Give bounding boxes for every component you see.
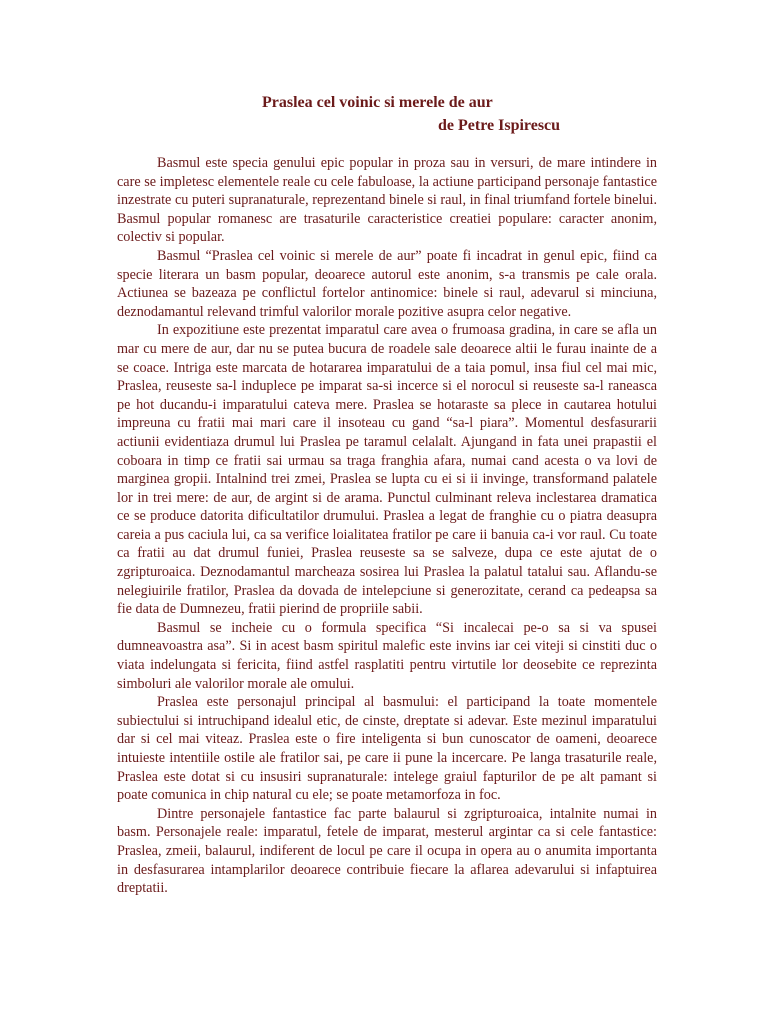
document-author: de Petre Ispirescu <box>438 117 561 134</box>
paragraph-3: In expozitiune este prezentat imparatul care avea o frumoasa gradina, in care se afla un mar cu mere de aur, dar nu se putea bucura de roadele sale deoarece altii le furau inainte de a se coace. Intriga este marcata de hotararea imparatului de a taia pomul, insa fiul cel mai mic, Praslea, reuseste sa-l induplece pe imparat sa-si incerce si el norocul si reuseste sa-l raneasca pe hot ducandu-i imparatului cateva mere. Praslea se hotaraste sa plece in cautarea hotului impreuna cu fratii mai mari care il insoteau cu gand “sa-l piara”. Momentul desfasurarii actiunii evidentiaza drumul lui Praslea pe taramul celalalt. Ajungand in fata unei prapastii el coboara in timp ce fratii sai urmau sa traga franghia afara, numai cand acesta o va lovi de marginea gropii. Intalnind trei zmei, Praslea se lupta cu ei si ii invinge, transformand palatele lor in trei mere: de aur, de argint si de arama. Punctul culminant releva inclestarea dramatica ce se produce datorita dificultatilor drumului. Praslea a legat de franghie cu o piatra deasupra careia a pus caciula lui, ca sa verifice loialitatea fratilor pe care ii banuia ca-i vor raul. Cu toate ca fratii au dat drumul funiei, Praslea reuseste sa se salveze, dupa ce este ajutat de o zgripturoaica. Deznodamantul marcheaza sosirea lui Praslea la palatul tatalui sau. Aflandu-se nelegiuirile fratilor, Praslea da dovada de intelepciune si generozitate, cerand ca pedeapsa sa fie data de Dumnezeu, fratii pierind de propriile sabii. <box>117 322 657 618</box>
paragraph-6: Dintre personajele fantastice fac parte balaurul si zgripturoaica, intalnite numai in basm. Personajele reale: imparatul, fetele de imparat, mesterul argintar ca si cele fantastice: Praslea, zmeii, balaurul, indiferent de locul pe care il ocupa in opera au o anumita importanta in desfasurarea intamplarilor deoarece contribuie fiecare la aflarea adevarului si infaptuirea dreptatii. <box>117 805 657 897</box>
paragraph-2: Basmul “Praslea cel voinic si merele de aur” poate fi incadrat in genul epic, fiind ca specie literara un basm popular, deoarece autorul este anonim, s-a transmis pe cale orala. Actiunea se bazeaza pe conflictul fortelor antinomice: binele si raul, adevarul si minciuna, deznodamantul relevand trimful valorilor morale pozitive asupra celor negative. <box>117 247 657 320</box>
paragraph-5: Praslea este personajul principal al basmului: el participand la toate momentele subiectului si intruchipand idealul etic, de cinste, dreptate si adevar. Este mezinul imparatului dar si cel mai viteaz. Praslea este o fire inteligenta si bun cunoscator de oameni, deoarece intuieste intentiile ostile ale fratilor sai, pe care ii pune la incercare. Pe langa trasaturile reale, Praslea este dotat si cu insusiri supranaturale: intelege graiul fapturilor de pe alt pamant si poate comunica in chip natural cu ele; se poate metamorfoza in foc. <box>117 694 657 804</box>
document-body <box>117 154 657 898</box>
document-title: Praslea cel voinic si merele de aur <box>262 94 493 111</box>
paragraph-1: Basmul este specia genului epic popular in proza sau in versuri, de mare intindere in care se impletesc elementele reale cu cele fabuloase, la actiune participand personaje fantastice inzestrate cu puteri supranaturale, reprezentand binele si raul, in final triumfand fortele binelui. Basmul popular romanesc are trasaturile caracteristice creatiei populare: caracter anonim, colectiv si popular. <box>117 155 657 246</box>
paragraph-4: Basmul se incheie cu o formula specifica “Si incalecai pe-o sa si va spusei dumneavoastra asa”. Si in acest basm spiritul malefic este invins iar cei viteji si cinstiti duc o viata indelungata si fericita, fiind astfel rasplatiti pentru virtutile lor deosebite ce reprezinta simboluri ale valorilor morale ale omului. <box>117 619 657 692</box>
